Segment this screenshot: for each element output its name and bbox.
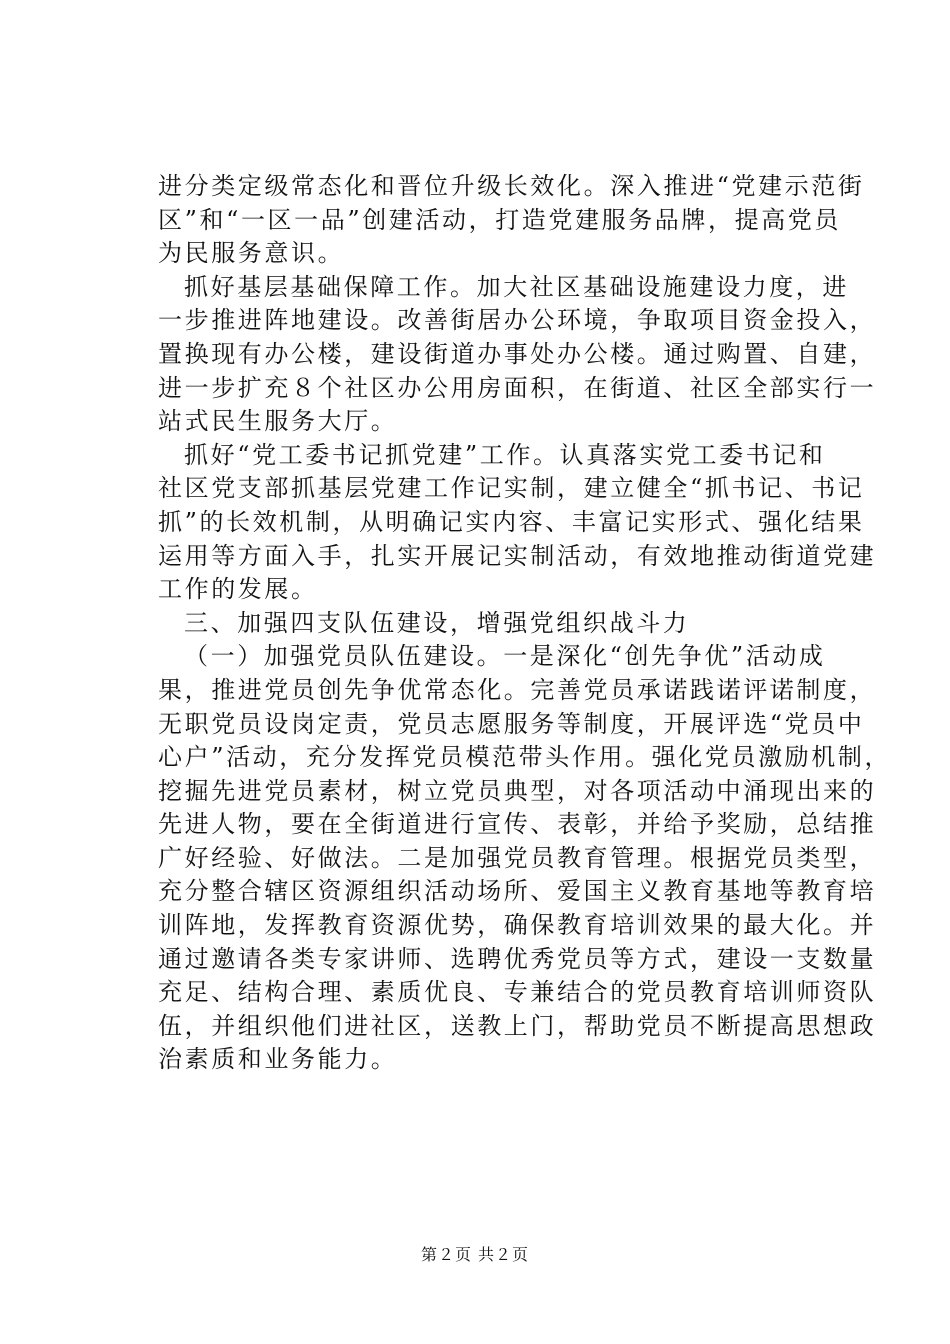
text-line: 治素质和业务能力。 xyxy=(158,1045,398,1074)
text-line: 进分类定级常态化和晋位升级长效化。深入推进“党建示范街 xyxy=(158,172,865,200)
text-line: 先进人物，要在全街道进行宣传、表彰，并给予奖励，总结推 xyxy=(158,810,877,839)
text-line: 运用等方面入手，扎实开展记实制活动，有效地推动街道党建 xyxy=(158,541,877,570)
text-line: 区”和“一区一品”创建活动，打造党建服务品牌，提高党员 xyxy=(158,205,842,234)
text-line: 心户”活动，充分发挥党员模范带头作用。强化党员激励机制， xyxy=(158,743,892,772)
text-line: 挖掘先进党员素材，树立党员典型，对各项活动中涌现出来的 xyxy=(158,776,877,805)
page-number-footer: 第２页 共２页 xyxy=(420,1245,530,1264)
text-line: 伍，并组织他们进社区，送教上门，帮助党员不断提高思想政 xyxy=(158,1011,877,1040)
paragraph-start-line: 抓好“党工委书记抓党建”工作。认真落实党工委书记和 xyxy=(184,440,826,469)
text-line: 充足、结构合理、素质优良、专兼结合的党员教育培训师资队 xyxy=(158,978,877,1007)
text-line: 抓”的长效机制，从明确记实内容、丰富记实形式、强化结果 xyxy=(158,507,865,536)
text-line: 一步推进阵地建设。改善街居办公环境，争取项目资金投入， xyxy=(158,306,877,335)
text-line: 置换现有办公楼，建设街道办事处办公楼。通过购置、自建， xyxy=(158,339,877,368)
text-line: 训阵地，发挥教育资源优势，确保教育培训效果的最大化。并 xyxy=(158,911,877,940)
text-line: 站式民生服务大厅。 xyxy=(158,407,398,436)
text-line: 果，推进党员创先争优常态化。完善党员承诺践诺评诺制度， xyxy=(158,675,877,704)
text-line: 工作的发展。 xyxy=(158,575,318,604)
text-line: 广好经验、好做法。二是加强党员教育管理。根据党员类型， xyxy=(158,843,877,872)
text-line: 无职党员设岗定责，党员志愿服务等制度，开展评选“党员中 xyxy=(158,709,865,738)
paragraph-start-line: 抓好基层基础保障工作。加大社区基础设施建设力度，进 xyxy=(184,272,849,301)
section-heading: 三、加强四支队伍建设，增强党组织战斗力 xyxy=(184,608,690,637)
text-line: 通过邀请各类专家讲师、选聘优秀党员等方式，建设一支数量 xyxy=(158,944,877,973)
text-line: 为民服务意识。 xyxy=(158,239,345,268)
text-line: 进一步扩充８个社区办公用房面积，在街道、社区全部实行一 xyxy=(158,373,877,402)
paragraph-start-line: （一）加强党员队伍建设。一是深化“创先争优”活动成 xyxy=(184,642,826,671)
text-line: 充分整合辖区资源组织活动场所、爱国主义教育基地等教育培 xyxy=(158,877,877,906)
text-line: 社区党支部抓基层党建工作记实制，建立健全“抓书记、书记 xyxy=(158,474,865,503)
document-body xyxy=(158,170,892,1077)
